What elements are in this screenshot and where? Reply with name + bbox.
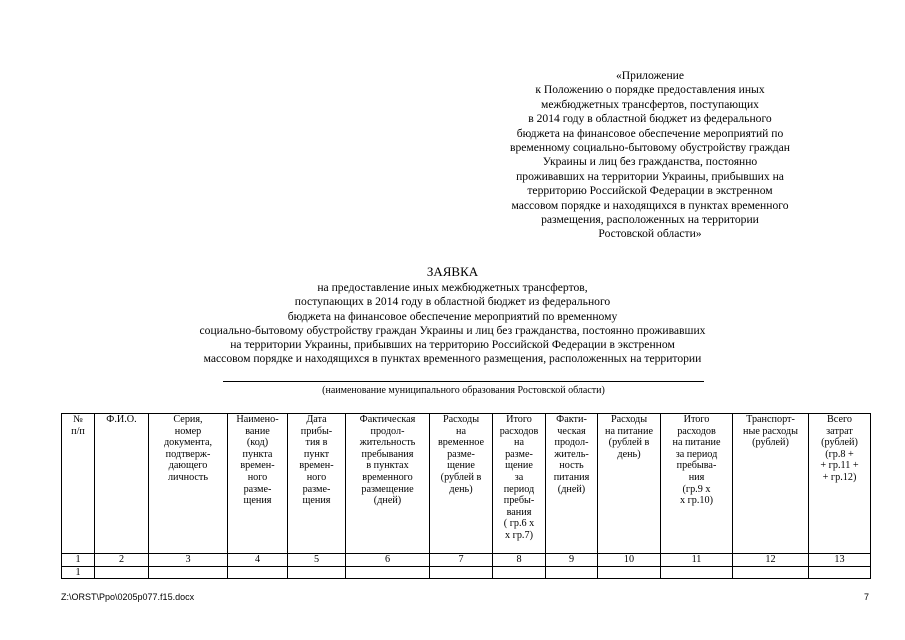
column-header [288, 414, 346, 554]
column-number: 2 [95, 554, 149, 567]
column-header [546, 414, 598, 554]
appendix-line: межбюджетных трансфертов, поступающих [541, 97, 759, 111]
column-header-line: времен- [240, 460, 275, 472]
table-cell [598, 566, 661, 579]
column-header-line: питания [553, 471, 590, 483]
column-header-line: ные расходы [743, 425, 798, 437]
column-number: 6 [346, 554, 430, 567]
appendix-line: «Приложение [615, 69, 685, 82]
appendix-line: проживавших на территории Украины, прибывших на [516, 169, 784, 183]
column-header-line: жительность [359, 437, 416, 449]
column-header-line: ния [688, 471, 705, 483]
column-header-line: пункт [303, 448, 330, 460]
column-header-line: размещение [361, 483, 414, 495]
municipality-underline [223, 381, 704, 382]
column-header-line: Итого [683, 414, 710, 425]
column-header [228, 414, 288, 554]
column-header-line: разме- [505, 448, 533, 460]
column-header-line: вания [506, 506, 532, 518]
subtitle-line: на предоставление иных межбюджетных трансфертов, [317, 281, 588, 294]
column-header-line: Транспорт- [746, 414, 795, 425]
appendix-note [430, 69, 870, 242]
column-header-line: (дней) [373, 495, 402, 507]
column-header [493, 414, 546, 554]
appendix-line: к Положению о порядке предоставления иных [535, 83, 765, 97]
column-header-line: щение [505, 460, 533, 472]
column-number: 4 [228, 554, 288, 567]
column-number: 13 [809, 554, 871, 567]
subtitle-line: поступающих в 2014 году в областной бюджет из федерального [294, 295, 611, 309]
column-header-line: разме- [447, 448, 475, 460]
column-header-line: Расходы [442, 414, 480, 425]
appendix-line: Ростовской области» [598, 227, 702, 241]
municipality-caption: (наименование муниципального образования Ростовской области) [322, 385, 605, 396]
column-header-line: х гр.7) [505, 529, 533, 541]
subtitle-line: бюджета на финансовое обеспечение мероприятий по временному [287, 309, 618, 323]
column-number: 10 [598, 554, 661, 567]
column-header-line: ческая [557, 425, 586, 437]
table-cell [661, 566, 733, 579]
appendix-line: массовом порядке и находящихся в пунктах временного [511, 198, 789, 212]
column-header [95, 414, 149, 554]
column-header-line: разме- [302, 483, 331, 495]
column-header-line: (код) [246, 437, 269, 449]
column-number: 11 [661, 554, 733, 567]
column-header-line: щения [243, 495, 272, 507]
column-header-line: временное [437, 437, 485, 449]
column-number: 12 [733, 554, 809, 567]
table-cell [809, 566, 871, 579]
table-cell [149, 566, 228, 579]
column-header-line: документа, [163, 437, 213, 449]
column-header-line: п/п [71, 425, 85, 437]
column-header-line: продол- [370, 425, 405, 437]
column-header-line: щение [447, 460, 475, 472]
table-cell [430, 566, 493, 579]
column-header-line: Дата [306, 414, 327, 425]
table-row [62, 566, 871, 579]
column-header-line: ного [247, 471, 268, 483]
table-cell [733, 566, 809, 579]
column-header-line: на [456, 425, 466, 437]
column-header-line: Итого [506, 414, 532, 425]
appendix-line: территорию Российской Федерации в экстренном [527, 184, 773, 198]
column-header-line: за период [675, 448, 718, 460]
column-header-line: на питание [672, 437, 721, 449]
column-header-line: (дней) [557, 483, 586, 495]
column-header-line: пребы- [503, 495, 535, 507]
appendix-line: размещения, расположенных на территории [541, 213, 759, 227]
subtitle-line: социально-бытовому обустройству граждан Украины и лиц без гражданства, постоянно проживавших [199, 323, 706, 337]
column-header-line: + гр.12) [822, 471, 857, 483]
column-header-line: прибы- [300, 425, 333, 437]
column-number: 8 [493, 554, 546, 567]
table-cell [346, 566, 430, 579]
column-header-line: номер [174, 425, 202, 437]
column-header-line: № [73, 414, 83, 425]
column-header [661, 414, 733, 554]
column-header [733, 414, 809, 554]
column-header-line: дающего [168, 460, 208, 472]
appendix-line: в 2014 году в областной бюджет из федерального [528, 112, 772, 126]
column-header-line: Наимено- [236, 414, 279, 425]
column-number-row [62, 554, 871, 567]
column-header-line: житель- [554, 448, 589, 460]
column-header-line: день) [617, 448, 641, 460]
column-header [149, 414, 228, 554]
column-header-line: затрат [826, 425, 853, 437]
column-header [62, 414, 95, 554]
column-header-line: период [503, 483, 535, 495]
column-header-line: вание [245, 425, 270, 437]
column-header-line: расходов [677, 425, 716, 437]
column-header-line: Расходы [610, 414, 648, 425]
column-header-line: (рублей в [440, 471, 482, 483]
column-number: 1 [62, 554, 95, 567]
table-cell [228, 566, 288, 579]
column-header [430, 414, 493, 554]
column-header [598, 414, 661, 554]
column-header-line: Факти- [556, 414, 587, 425]
column-header-line: в пунктах [366, 460, 409, 472]
column-header-line: Серия, [173, 414, 203, 425]
table-cell: 1 [62, 566, 95, 579]
document-title: ЗАЯВКА [426, 264, 479, 279]
column-header-line: продол- [554, 437, 589, 449]
table-cell [546, 566, 598, 579]
column-number: 5 [288, 554, 346, 567]
subtitle-line: на территории Украины, прибывших на территорию Российской Федерации в экстренном [230, 338, 675, 352]
subtitle-line: массовом порядке и находящихся в пунктах временного размещения, расположенных на территории [203, 352, 702, 366]
column-header-line: (гр.8 + [825, 448, 854, 460]
column-header-line: (рублей) [821, 437, 858, 449]
column-header-line: временного [362, 471, 413, 483]
column-number: 3 [149, 554, 228, 567]
column-header-line: Всего [827, 414, 852, 425]
column-number: 9 [546, 554, 598, 567]
column-header [346, 414, 430, 554]
page-number: 7 [863, 592, 869, 602]
column-header-line: (рублей в [608, 437, 650, 449]
column-number: 7 [430, 554, 493, 567]
table-cell [288, 566, 346, 579]
column-header-line: за [514, 471, 524, 483]
column-header-line: подтверж- [165, 448, 211, 460]
column-header-line: (рублей) [752, 437, 789, 449]
column-header-line: на питание [605, 425, 653, 437]
appendix-line: Украины и лиц без гражданства, постоянно [542, 155, 758, 169]
column-header-line: ность [559, 460, 584, 472]
column-header-line: времен- [299, 460, 334, 472]
column-header-line: щения [302, 495, 331, 507]
column-header-line: тия в [305, 437, 328, 449]
column-header-line: личность [167, 471, 209, 483]
column-header-line: х гр.10) [679, 495, 714, 507]
column-header-line: разме- [243, 483, 272, 495]
column-header-line: расходов [499, 425, 539, 437]
request-table [61, 413, 871, 579]
appendix-line: бюджета на финансовое обеспечение мероприятий по [516, 126, 784, 140]
column-header-line: день) [449, 483, 473, 495]
column-header-line: Ф.И.О. [106, 414, 137, 425]
column-header [809, 414, 871, 554]
column-header-line: пункта [242, 448, 273, 460]
document-subtitle [0, 281, 905, 367]
table-header-row [62, 414, 871, 554]
column-header-line: (гр.9 х [682, 483, 711, 495]
column-header-line: на [514, 437, 524, 449]
table-cell [493, 566, 546, 579]
column-header-line: ного [306, 471, 327, 483]
column-header-line: ( гр.6 х [503, 518, 535, 530]
column-header-line: пребывания [361, 448, 414, 460]
column-header-line: пребыва- [676, 460, 717, 472]
appendix-line: временному социально-бытовому обустройству граждан [510, 141, 790, 155]
file-path: Z:\ORST\Ppo\0205p077.f15.docx [61, 592, 195, 602]
table-cell [95, 566, 149, 579]
column-header-line: + гр.11 + [820, 460, 859, 472]
column-header-line: Фактическая [359, 414, 416, 425]
